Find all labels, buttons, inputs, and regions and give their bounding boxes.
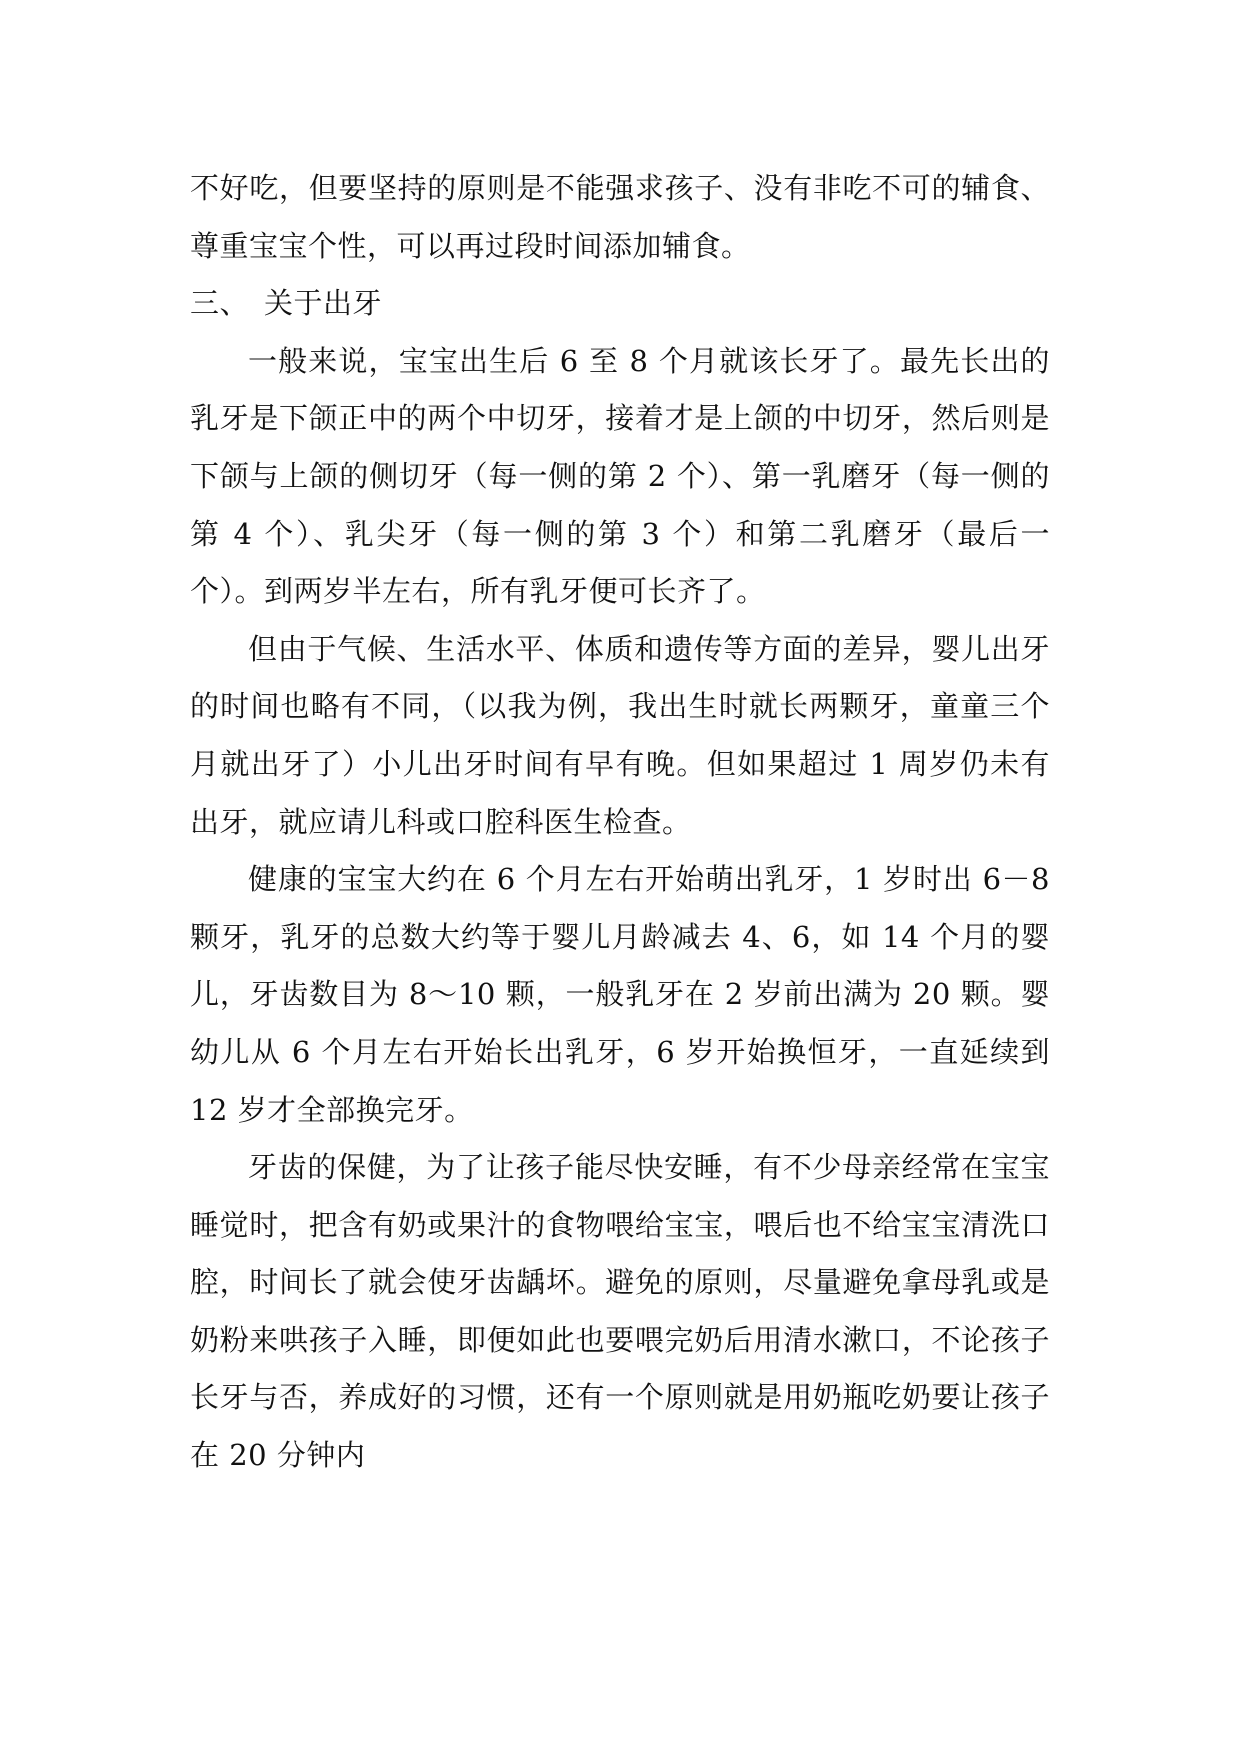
section-heading — [190, 275, 1050, 333]
paragraph-dental-care: 牙齿的保健，为了让孩子能尽快安睡，有不少母亲经常在宝宝睡觉时，把含有奶或果汁的食物喂给宝宝，喂后也不给宝宝清洗口腔，时间长了就会使牙齿龋坏。避免的原则，尽量避免拿母乳或是奶粉来哄孩子入睡，即便如此也要喂完奶后用清水漱口，不论孩子长牙与否，养成好的习惯，还有一个原则就是用奶瓶吃奶要让孩子在 20 分钟内 — [190, 1150, 1050, 1473]
paragraph-tooth-count: 健康的宝宝大约在 6 个月左右开始萌出乳牙，1 岁时出 6－8 颗牙，乳牙的总数大约等于婴儿月龄减去 4、6，如 14 个月的婴儿，牙齿数目为 8～10 颗，一般乳牙在 2 岁前出满为 20 颗。婴幼儿从 6 个月左右开始长出乳牙，6 岁开始换恒牙，一直延续到 12 岁才全部换完牙。 — [190, 862, 1050, 1127]
section-title: 关于出牙 — [264, 286, 383, 321]
paragraph-feeding-principle: 不好吃，但要坚持的原则是不能强求孩子、没有非吃不可的辅食、尊重宝宝个性，可以再过段时间添加辅食。 — [190, 171, 1050, 263]
section-number: 三、 — [190, 286, 250, 321]
document-body — [190, 160, 1050, 1485]
paragraph-teething-variation: 但由于气候、生活水平、体质和遗传等方面的差异，婴儿出牙的时间也略有不同，（以我为例，我出生时就长两颗牙，童童三个月就出牙了）小儿出牙时间有早有晚。但如果超过 1 周岁仍未有出牙，就应请儿科或口腔科医生检查。 — [190, 631, 1050, 839]
paragraph-teething-order: 一般来说，宝宝出生后 6 至 8 个月就该长牙了。最先长出的乳牙是下颌正中的两个中切牙，接着才是上颌的中切牙，然后则是下颌与上颌的侧切牙（每一侧的第 2 个）、第一乳磨牙（每一侧的第 4 个）、乳尖牙（每一侧的第 3 个）和第二乳磨牙（最后一个）。到两岁半左右，所有乳牙便可长齐了。 — [190, 343, 1050, 609]
